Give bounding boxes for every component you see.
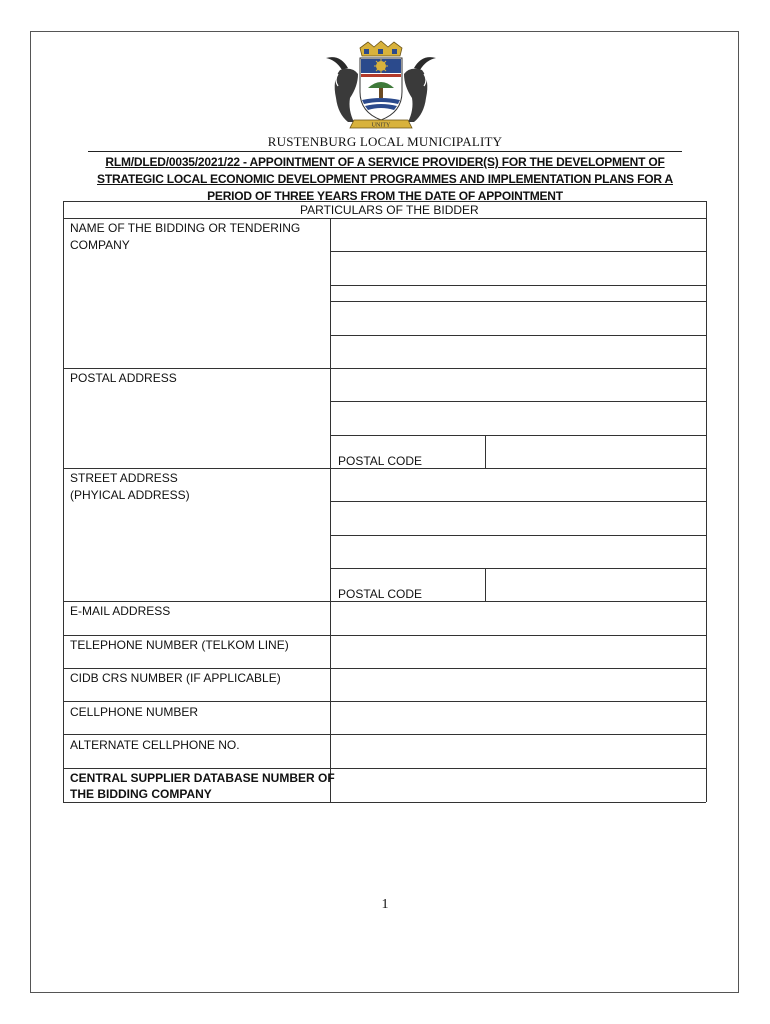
alt-cellphone-label: ALTERNATE CELLPHONE NO. bbox=[70, 738, 240, 752]
cellphone-label: CELLPHONE NUMBER bbox=[70, 705, 199, 719]
company-name-field[interactable] bbox=[331, 219, 706, 251]
company-name-field[interactable] bbox=[331, 336, 706, 368]
street-address-field[interactable] bbox=[331, 469, 706, 501]
csd-number-label: CENTRAL SUPPLIER DATABASE NUMBER OF bbox=[70, 771, 335, 785]
cellphone-field[interactable] bbox=[331, 702, 706, 734]
company-name-label: NAME OF THE BIDDING OR TENDERING bbox=[70, 221, 301, 235]
tender-title bbox=[90, 154, 680, 205]
postal-code-label: POSTAL CODE bbox=[338, 454, 423, 468]
company-name-field[interactable] bbox=[331, 252, 706, 285]
street-address-label-cont: (PHYICAL ADDRESS) bbox=[70, 488, 190, 502]
email-label: E-MAIL ADDRESS bbox=[70, 604, 171, 618]
tender-title-line: PERIOD OF THREE YEARS FROM THE DATE OF APPOINTMENT bbox=[207, 189, 563, 203]
tender-title-line: RLM/DLED/0035/2021/22 - APPOINTMENT OF A SERVICE PROVIDER(S) FOR THE DEVELOPMENT OF bbox=[105, 155, 665, 169]
cidb-label: CIDB CRS NUMBER (IF APPLICABLE) bbox=[70, 671, 281, 685]
header-rule bbox=[88, 151, 682, 152]
antelope-left-icon bbox=[326, 57, 358, 122]
postal-code-field[interactable] bbox=[486, 436, 706, 468]
csd-number-field[interactable] bbox=[331, 769, 706, 802]
telephone-field[interactable] bbox=[331, 636, 706, 668]
tender-title-line: STRATEGIC LOCAL ECONOMIC DEVELOPMENT PROGRAMMES AND IMPLEMENTATION PLANS FOR A bbox=[97, 172, 673, 186]
street-address-label: STREET ADDRESS bbox=[70, 471, 178, 485]
street-address-field[interactable] bbox=[331, 536, 706, 568]
crown-icon bbox=[360, 41, 402, 56]
street-postal-code-field[interactable] bbox=[486, 569, 706, 601]
table-title: PARTICULARS OF THE BIDDER bbox=[300, 203, 479, 217]
municipality-name: RUSTENBURG LOCAL MUNICIPALITY bbox=[267, 134, 503, 149]
street-postal-code-label: POSTAL CODE bbox=[338, 587, 423, 601]
postal-address-field[interactable] bbox=[331, 402, 706, 435]
postal-address-field[interactable] bbox=[331, 369, 706, 401]
alt-cellphone-field[interactable] bbox=[331, 735, 706, 768]
svg-text:UNITY: UNITY bbox=[371, 122, 391, 129]
company-name-label-cont: COMPANY bbox=[70, 238, 130, 252]
email-field[interactable] bbox=[331, 602, 706, 635]
municipality-crest-logo bbox=[318, 40, 444, 134]
company-name-field[interactable] bbox=[331, 302, 706, 335]
motto-ribbon bbox=[350, 120, 412, 129]
csd-number-label-cont: THE BIDDING COMPANY bbox=[70, 787, 212, 801]
street-address-field[interactable] bbox=[331, 502, 706, 535]
shield-icon bbox=[360, 58, 402, 120]
telephone-label: TELEPHONE NUMBER (TELKOM LINE) bbox=[70, 638, 289, 652]
cidb-field[interactable] bbox=[331, 669, 706, 701]
page-number: 1 bbox=[381, 897, 389, 912]
antelope-right-icon bbox=[404, 57, 436, 122]
postal-address-label: POSTAL ADDRESS bbox=[70, 371, 177, 385]
